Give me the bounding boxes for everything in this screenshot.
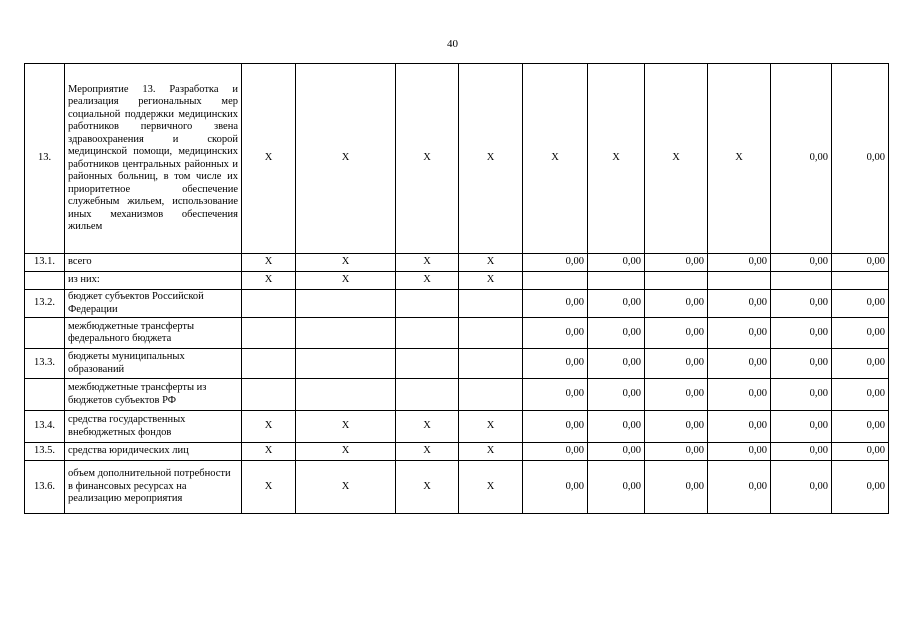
value-cell: X: [396, 461, 459, 514]
value-cell: 0,00: [523, 318, 588, 349]
value-cell: 0,00: [771, 254, 832, 272]
value-cell: [242, 349, 296, 379]
value-cell: 0,00: [708, 349, 771, 379]
value-cell: 0,00: [523, 379, 588, 411]
value-cell: 0,00: [645, 349, 708, 379]
row-description: средства юридических лиц: [65, 443, 242, 461]
value-cell: 0,00: [708, 411, 771, 443]
value-cell: X: [588, 64, 645, 254]
value-cell: 0,00: [708, 461, 771, 514]
value-cell: [832, 272, 889, 290]
value-cell: X: [296, 272, 396, 290]
value-cell: 0,00: [523, 411, 588, 443]
value-cell: 0,00: [771, 443, 832, 461]
value-cell: [459, 379, 523, 411]
value-cell: X: [296, 64, 396, 254]
value-cell: X: [459, 254, 523, 272]
row-description: из них:: [65, 272, 242, 290]
value-cell: [396, 318, 459, 349]
value-cell: X: [459, 461, 523, 514]
value-cell: [396, 349, 459, 379]
row-description: средства государственных внебюджетных фондов: [65, 411, 242, 443]
value-cell: 0,00: [588, 349, 645, 379]
row-number: 13.3.: [25, 349, 65, 379]
value-cell: [296, 318, 396, 349]
row-number: 13.5.: [25, 443, 65, 461]
value-cell: [396, 290, 459, 318]
value-cell: 0,00: [523, 254, 588, 272]
row-description: объем дополнительной потребности в финансовых ресурсах на реализацию мероприятия: [65, 461, 242, 514]
value-cell: 0,00: [523, 349, 588, 379]
value-cell: 0,00: [523, 461, 588, 514]
value-cell: 0,00: [588, 254, 645, 272]
value-cell: 0,00: [708, 443, 771, 461]
value-cell: [588, 272, 645, 290]
value-cell: X: [296, 254, 396, 272]
value-cell: X: [396, 64, 459, 254]
value-cell: 0,00: [771, 318, 832, 349]
value-cell: [296, 379, 396, 411]
row-description: межбюджетные трансферты федерального бюджета: [65, 318, 242, 349]
value-cell: [242, 290, 296, 318]
page-number: 40: [447, 38, 458, 50]
value-cell: 0,00: [771, 379, 832, 411]
table-row: [25, 272, 889, 290]
row-description: бюджеты муниципальных образований: [65, 349, 242, 379]
value-cell: [523, 272, 588, 290]
value-cell: 0,00: [708, 254, 771, 272]
value-cell: 0,00: [645, 461, 708, 514]
value-cell: 0,00: [832, 349, 889, 379]
row-description: всего: [65, 254, 242, 272]
value-cell: 0,00: [645, 254, 708, 272]
table-row: [25, 443, 889, 461]
value-cell: 0,00: [588, 443, 645, 461]
value-cell: X: [242, 64, 296, 254]
value-cell: [296, 349, 396, 379]
table-row: [25, 379, 889, 411]
table-row: [25, 461, 889, 514]
value-cell: 0,00: [645, 290, 708, 318]
table-row: [25, 64, 889, 254]
value-cell: [459, 349, 523, 379]
table-body: [25, 64, 889, 514]
value-cell: 0,00: [832, 379, 889, 411]
row-number: [25, 318, 65, 349]
value-cell: X: [296, 411, 396, 443]
value-cell: X: [396, 272, 459, 290]
row-number: 13.2.: [25, 290, 65, 318]
value-cell: 0,00: [771, 411, 832, 443]
value-cell: [459, 290, 523, 318]
funding-table: [24, 63, 889, 514]
value-cell: X: [459, 64, 523, 254]
value-cell: 0,00: [588, 411, 645, 443]
table-row: [25, 254, 889, 272]
value-cell: X: [242, 272, 296, 290]
value-cell: 0,00: [832, 461, 889, 514]
row-number: [25, 272, 65, 290]
value-cell: [242, 318, 296, 349]
row-description: межбюджетные трансферты из бюджетов субъектов РФ: [65, 379, 242, 411]
value-cell: 0,00: [832, 254, 889, 272]
row-number: [25, 379, 65, 411]
value-cell: [296, 290, 396, 318]
value-cell: 0,00: [645, 443, 708, 461]
row-description: бюджет субъектов Российской Федерации: [65, 290, 242, 318]
value-cell: 0,00: [832, 318, 889, 349]
value-cell: X: [242, 443, 296, 461]
value-cell: 0,00: [523, 443, 588, 461]
value-cell: 0,00: [645, 411, 708, 443]
table-row: [25, 349, 889, 379]
row-number: 13.6.: [25, 461, 65, 514]
value-cell: [242, 379, 296, 411]
table-row: [25, 290, 889, 318]
value-cell: 0,00: [771, 461, 832, 514]
value-cell: 0,00: [708, 379, 771, 411]
value-cell: 0,00: [588, 290, 645, 318]
value-cell: X: [459, 272, 523, 290]
value-cell: X: [396, 411, 459, 443]
value-cell: X: [523, 64, 588, 254]
value-cell: 0,00: [588, 318, 645, 349]
value-cell: X: [242, 411, 296, 443]
value-cell: 0,00: [523, 290, 588, 318]
value-cell: X: [396, 254, 459, 272]
value-cell: [708, 272, 771, 290]
value-cell: [771, 272, 832, 290]
table-row: [25, 318, 889, 349]
value-cell: 0,00: [708, 290, 771, 318]
row-description: Мероприятие 13. Разработка и реализация региональных мер социальной поддержки медицинских работников первичного звена здравоохранения и скорой медицинской помощи, медицинских работников центральных районных и районных больниц, в том числе их приоритетное обеспечение служебным жильем, использование иных механизмов обеспечения жильем: [65, 64, 242, 254]
value-cell: [645, 272, 708, 290]
value-cell: X: [242, 254, 296, 272]
value-cell: 0,00: [588, 461, 645, 514]
value-cell: 0,00: [771, 349, 832, 379]
value-cell: X: [296, 443, 396, 461]
value-cell: 0,00: [832, 290, 889, 318]
row-number: 13.1.: [25, 254, 65, 272]
value-cell: X: [645, 64, 708, 254]
value-cell: X: [296, 461, 396, 514]
value-cell: 0,00: [771, 290, 832, 318]
value-cell: 0,00: [832, 64, 889, 254]
value-cell: 0,00: [645, 379, 708, 411]
table-row: [25, 411, 889, 443]
value-cell: 0,00: [588, 379, 645, 411]
value-cell: 0,00: [832, 443, 889, 461]
row-number: 13.4.: [25, 411, 65, 443]
value-cell: X: [396, 443, 459, 461]
value-cell: X: [242, 461, 296, 514]
value-cell: 0,00: [771, 64, 832, 254]
value-cell: 0,00: [708, 318, 771, 349]
value-cell: 0,00: [645, 318, 708, 349]
value-cell: [396, 379, 459, 411]
value-cell: X: [459, 443, 523, 461]
row-number: 13.: [25, 64, 65, 254]
value-cell: 0,00: [832, 411, 889, 443]
value-cell: X: [708, 64, 771, 254]
value-cell: [459, 318, 523, 349]
value-cell: X: [459, 411, 523, 443]
